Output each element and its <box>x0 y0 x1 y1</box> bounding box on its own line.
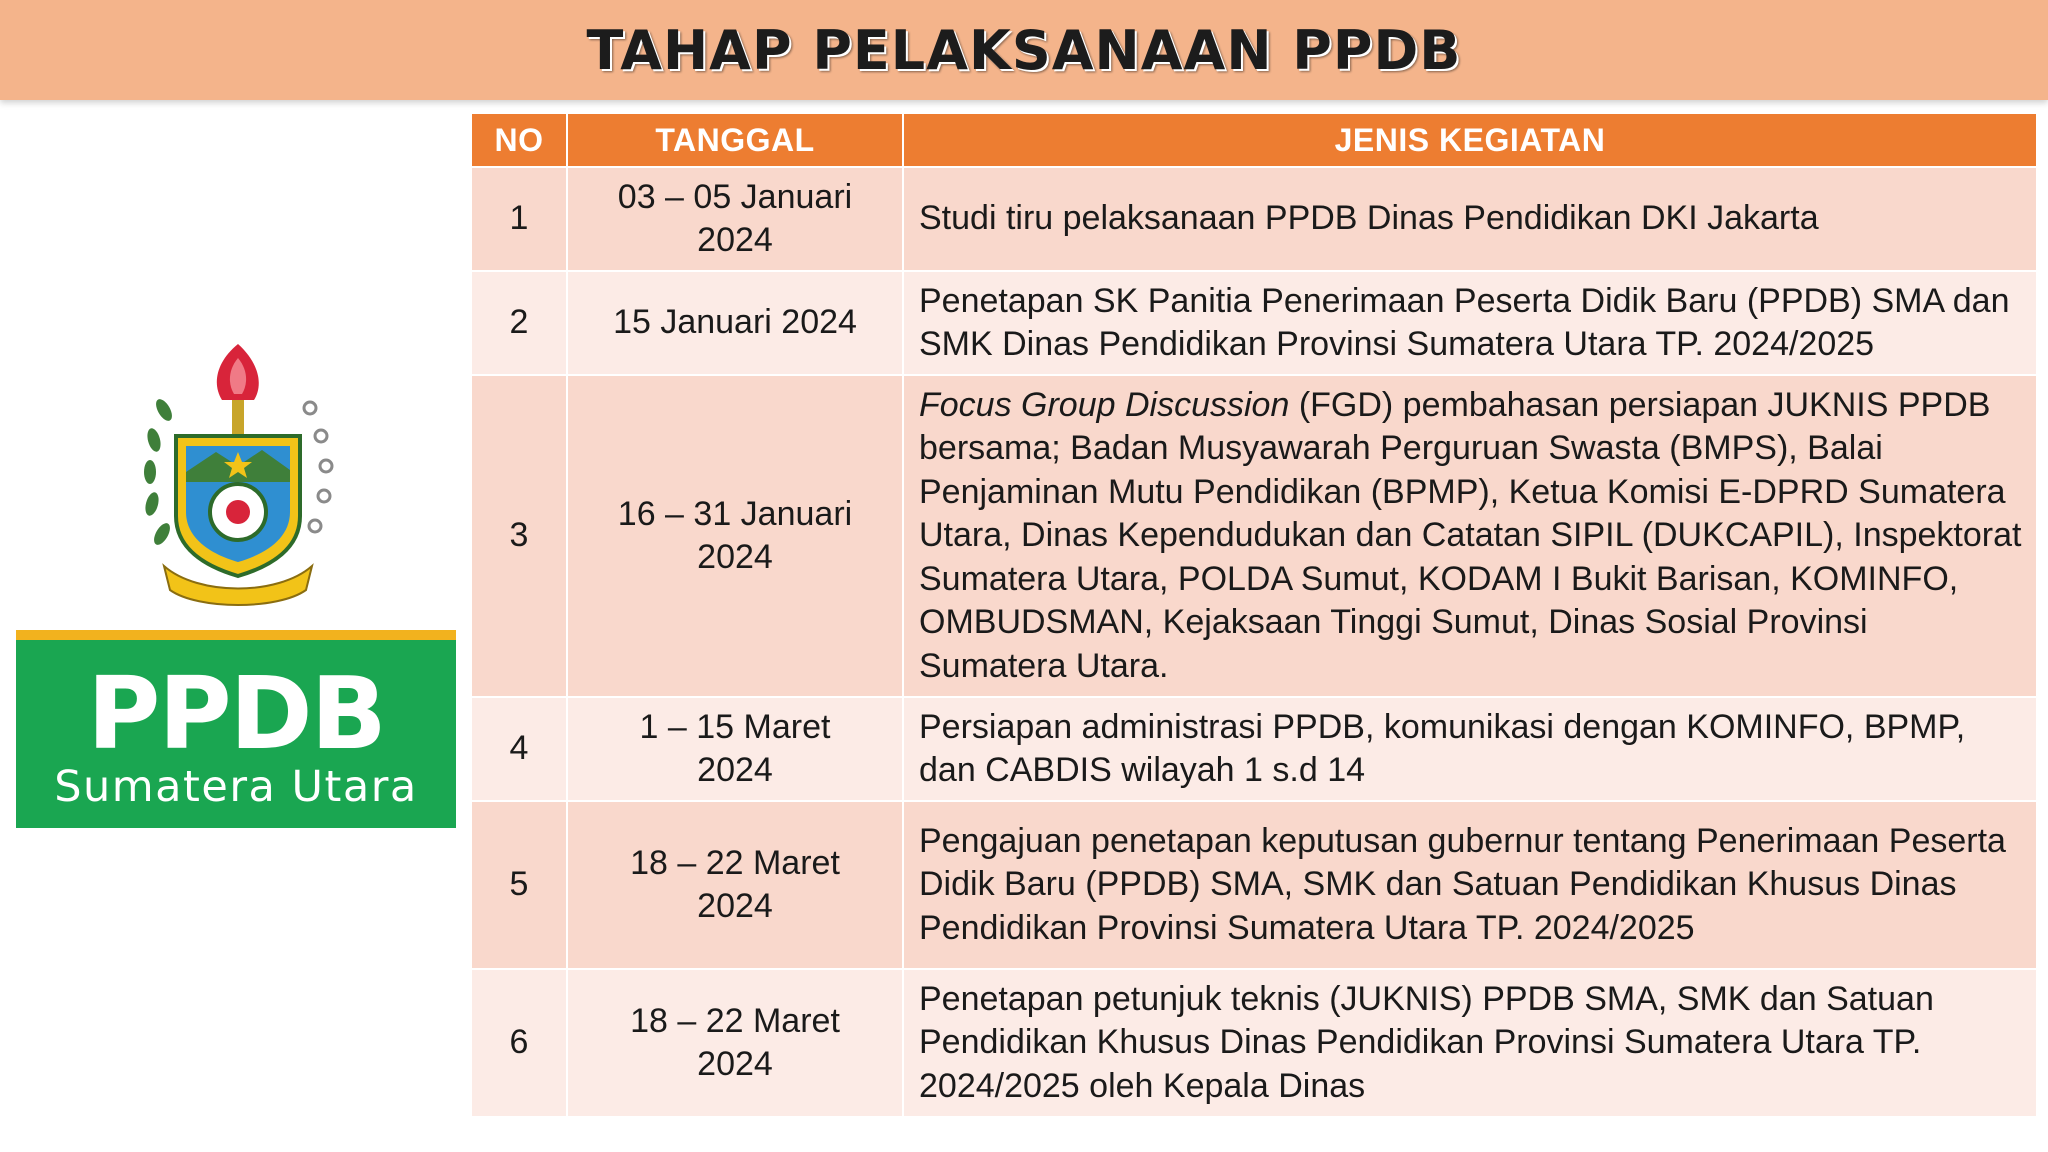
header-activity: JENIS KEGIATAN <box>903 113 2037 167</box>
province-emblem-icon <box>138 340 338 610</box>
title-bar <box>0 0 2048 100</box>
row-activity: Pengajuan penetapan keputusan gubernur tentang Penerimaan Peserta Didik Baru (PPDB) SMA, SMK dan Satuan Pendidikan Khusus Dinas Pendidikan Provinsi Sumatera Utara TP. 2024/2025 <box>903 801 2037 969</box>
row-date: 18 – 22 Maret 2024 <box>567 801 903 969</box>
table-row <box>471 969 2037 1117</box>
ppdb-region: Sumatera Utara <box>54 762 418 812</box>
table-row <box>471 375 2037 697</box>
table-header-row <box>471 113 2037 167</box>
table-row <box>471 801 2037 969</box>
row-activity: Focus Group Discussion (FGD) pembahasan persiapan JUKNIS PPDB bersama; Badan Musyawarah Perguruan Swasta (BMPS), Balai Penjaminan Mutu Pendidikan (BPMP), Ketua Komisi E-DPRD Sumatera Utara, Dinas Kependudukan dan Catatan SIPIL (DUKCAPIL), Inspektorat Sumatera Utara, POLDA Sumut, KODAM I Bukit Barisan, KOMINFO, OMBUDSMAN, Kejaksaan Tinggi Sumut, Dinas Sosial Provinsi Sumatera Utara. <box>903 375 2037 697</box>
page-title: TAHAP PELAKSANAAN PPDB <box>586 18 1462 82</box>
row-date: 15 Januari 2024 <box>567 271 903 375</box>
row-date: 1 – 15 Maret 2024 <box>567 697 903 801</box>
row-date: 18 – 22 Maret 2024 <box>567 969 903 1117</box>
table-row <box>471 167 2037 271</box>
header-date: TANGGAL <box>567 113 903 167</box>
row-no: 5 <box>471 801 567 969</box>
row-date: 16 – 31 Januari 2024 <box>567 375 903 697</box>
row-no: 2 <box>471 271 567 375</box>
table-row <box>471 271 2037 375</box>
row-activity: Penetapan petunjuk teknis (JUKNIS) PPDB SMA, SMK dan Satuan Pendidikan Khusus Dinas Pendidikan Provinsi Sumatera Utara TP. 2024/2025 oleh Kepala Dinas <box>903 969 2037 1117</box>
row-no: 6 <box>471 969 567 1117</box>
logo-area <box>16 340 456 830</box>
ppdb-logo <box>16 630 456 828</box>
table-row <box>471 697 2037 801</box>
row-activity: Studi tiru pelaksanaan PPDB Dinas Pendidikan DKI Jakarta <box>903 167 2037 271</box>
schedule-table <box>470 112 2038 1118</box>
ppdb-brand: PPDB <box>87 655 385 772</box>
row-activity: Persiapan administrasi PPDB, komunikasi dengan KOMINFO, BPMP, dan CABDIS wilayah 1 s.d 14 <box>903 697 2037 801</box>
header-no: NO <box>471 113 567 167</box>
row-activity: Penetapan SK Panitia Penerimaan Peserta Didik Baru (PPDB) SMA dan SMK Dinas Pendidikan Provinsi Sumatera Utara TP. 2024/2025 <box>903 271 2037 375</box>
row-no: 1 <box>471 167 567 271</box>
row-no: 4 <box>471 697 567 801</box>
row-no: 3 <box>471 375 567 697</box>
row-date: 03 – 05 Januari 2024 <box>567 167 903 271</box>
